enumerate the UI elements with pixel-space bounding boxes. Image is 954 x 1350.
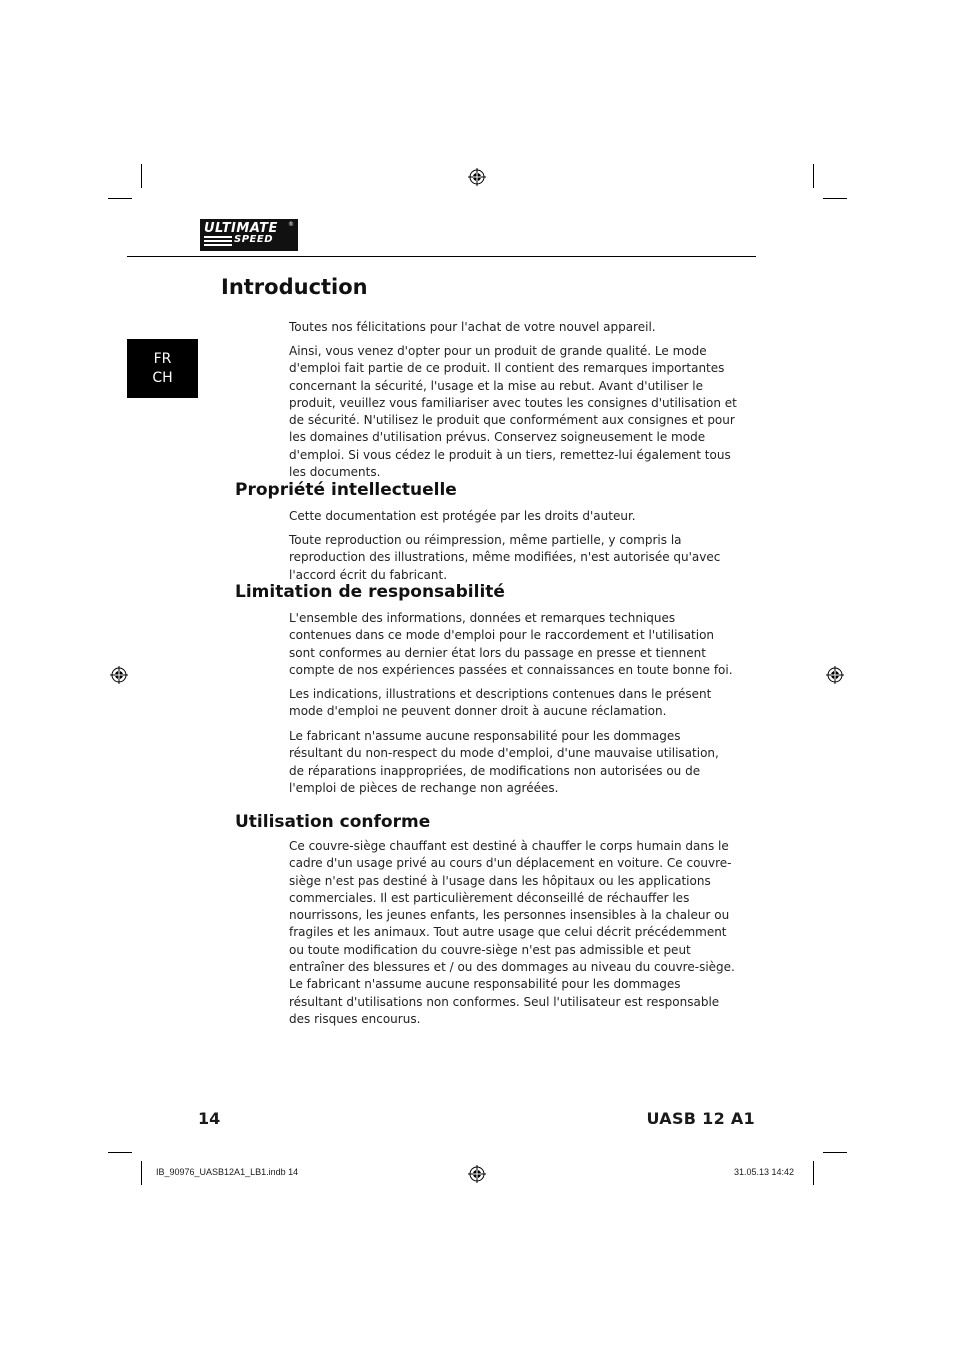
registration-mark-icon <box>468 1165 486 1183</box>
section-heading-ip: Propriété intellectuelle <box>235 480 457 500</box>
crop-mark <box>813 164 814 188</box>
ip-paragraph-1: Cette documentation est protégée par les droits d'auteur. <box>289 509 636 523</box>
liability-paragraph-2: Les indications, illustrations et descriptions contenues dans le présent mode d'emploi ne peuvent donner droit à aucune réclamation. <box>289 687 712 719</box>
crop-mark <box>141 164 142 188</box>
section-heading-liability: Limitation de responsabilité <box>235 582 505 602</box>
language-code-ch: CH <box>152 369 173 386</box>
crop-mark <box>823 1152 847 1153</box>
page-title: Introduction <box>221 275 368 299</box>
crop-mark <box>108 198 132 199</box>
registration-mark-icon <box>826 666 844 684</box>
print-slug-file: IB_90976_UASB12A1_LB1.indb 14 <box>156 1167 299 1177</box>
crop-mark <box>813 1161 814 1185</box>
crop-mark <box>141 1161 142 1185</box>
logo-registered-mark: ® <box>288 221 294 228</box>
model-number: UASB 12 A1 <box>646 1109 755 1128</box>
ip-paragraph-2: Toute reproduction ou réimpression, même partielle, y compris la reproduction des illustrations, même modifiées, n'est autorisée qu'avec l'accord écrit du fabricant. <box>289 533 721 582</box>
crop-mark <box>823 198 847 199</box>
crop-mark <box>108 1152 132 1153</box>
language-code-fr: FR <box>153 350 172 367</box>
intro-paragraph-2: Ainsi, vous venez d'opter pour un produit de grande qualité. Le mode d'emploi fait partie de ce produit. Il contient des remarques importantes concernant la sécurité, l'usage et la mise au rebut. Avant d'utiliser le produit, veuillez vous familiariser avec toutes les consignes d'utilisation et de sécurité. N'utilisez le produit que conformément aux consignes et pour les domaines d'utilisation prévus. Conservez soigneusement le mode d'emploi. Si vous cédez le produit à un tiers, remettez-lui également tous les documents. <box>289 344 737 480</box>
header-rule <box>127 256 756 257</box>
section-heading-usage: Utilisation conforme <box>235 812 431 832</box>
intro-paragraph-1: Toutes nos félicitations pour l'achat de votre nouvel appareil. <box>289 320 656 334</box>
language-tab <box>127 339 198 398</box>
logo-text-top: ULTIMATE <box>204 221 278 236</box>
registration-mark-icon <box>110 666 128 684</box>
page-number: 14 <box>198 1109 221 1128</box>
print-slug-date: 31.05.13 14:42 <box>734 1167 795 1177</box>
brand-logo <box>200 219 298 251</box>
liability-paragraph-3: Le fabricant n'assume aucune responsabilité pour les dommages résultant du non-respect du mode d'emploi, d'une mauvaise utilisation, de réparations inappropriées, de modifications non autorisées ou de l'emploi de pièces de rechange non agréées. <box>289 729 719 795</box>
logo-text-bottom: SPEED <box>234 234 273 245</box>
usage-paragraph-1: Ce couvre-siège chauffant est destiné à chauffer le corps humain dans le cadre d'un usage privé au cours d'un déplacement en voiture. Ce couvre-siège n'est pas destiné à l'usage dans les hôpitaux ou les applications commerciales. Il est particulièrement déconseillé de réchauffer les nourrissons, les jeunes enfants, les personnes insensibles à la chaleur ou fragiles et les animaux. Tout autre usage que celui décrit précédemment ou toute modification du couvre-siège n'est pas admissible et peut entraîner des blessures et / ou des dommages au niveau du couvre-siège. Le fabricant n'assume aucune responsabilité pour les dommages résultant d'utilisations non conformes. Seul l'utilisateur est responsable des risques encourus. <box>289 839 735 1026</box>
registration-mark-icon <box>468 168 486 186</box>
liability-paragraph-1: L'ensemble des informations, données et remarques techniques contenues dans ce mode d'emploi pour le raccordement et l'utilisation sont conformes au dernier état lors du passage en presse et tiennent compte de nos expériences passées et connaissances en toute bonne foi. <box>289 611 733 677</box>
